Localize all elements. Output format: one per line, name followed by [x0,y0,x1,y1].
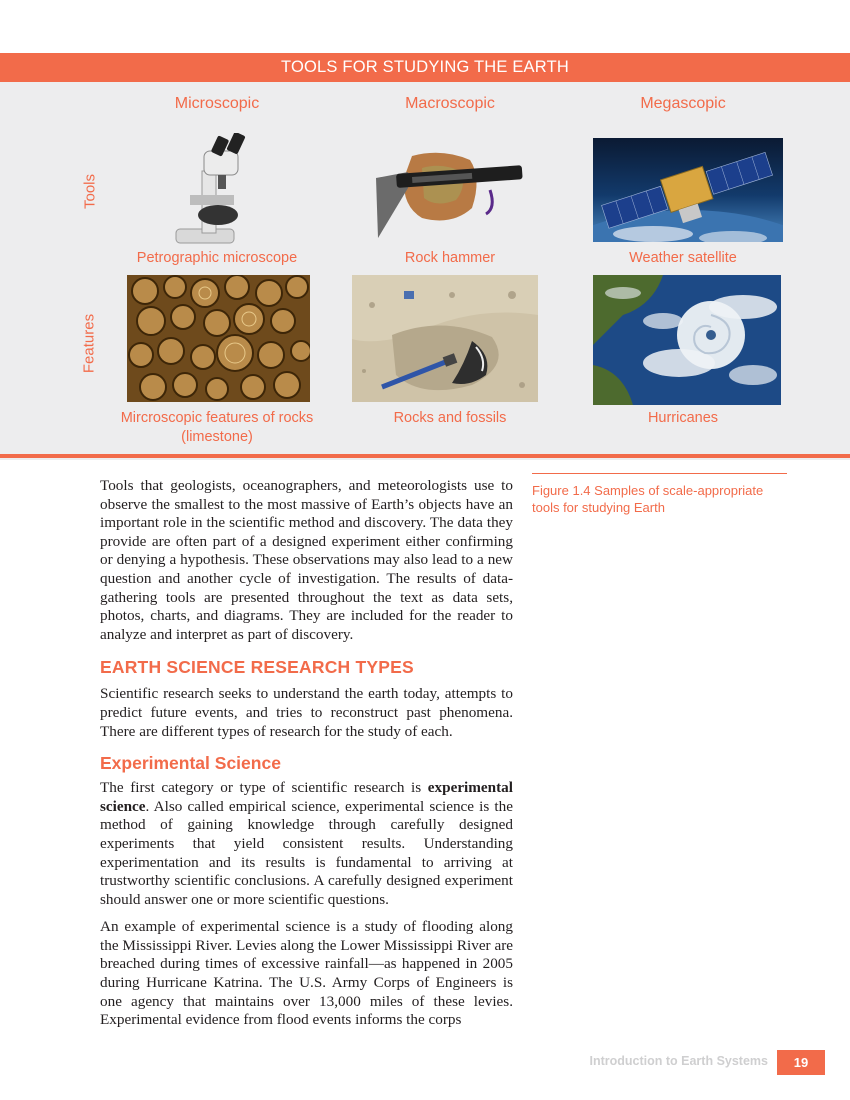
body-column [100,477,513,1030]
caption-weather-satellite: Weather satellite [629,250,737,266]
caption-rock-hammer: Rock hammer [404,250,496,266]
text-run: . Also called empirical science, experimental science is the method of gaining knowledge through carefully designed experiments that yield consistent results. Understanding experimentation and its results is fundamental to arriving at trustworthy scientific conclusions. A carefully designed experiment should answer one or more scientific questions. [100,797,513,908]
row-label-tools: Tools [81,173,99,210]
column-heading-megascopic: Megascopic [640,95,726,112]
figure-caption: Figure 1.4 Samples of scale-appropriate tools for studying Earth [532,473,787,516]
column-heading-microscopic: Microscopic [174,95,260,112]
rock-hammer-photo [372,148,524,244]
rocks-fossils-photo [352,275,538,402]
caption-microscopic-features [87,409,347,447]
paragraph-experimental-science [100,779,513,909]
paragraph-research-types: Scientific research seeks to understand the earth today, attempts to predict future events, and tries to reconstruct past phenomena. There are different types of research for the study of each. [100,685,513,740]
caption-petrographic-microscope: Petrographic microscope [136,250,298,266]
figure-banner: TOOLS FOR STUDYING THE EARTH [0,53,850,82]
paragraph-mississippi-example: An example of experimental science is a study of flooding along the Mississippi River. Levies along the Lower Mississippi River are breached during times of excessive rainfall—as happened in 2005 during Hurricane Katrina. The U.S. Army Corps of Engineers is one agency that maintains over 13,000 miles of these levies. Experimental evidence from flood events informs the corps [100,918,513,1029]
figure-panel [0,53,850,460]
caption-microscopic-features-line2: (limestone) [181,429,253,445]
subsection-heading: Experimental Science [100,753,281,774]
limestone-micrograph [127,275,310,402]
caption-microscopic-features-line1: Mircroscopic features of rocks [120,410,314,426]
footer-book-title: Introduction to Earth Systems [589,1054,768,1068]
bold-term: experimental science [100,779,513,815]
column-heading-macroscopic: Macroscopic [405,95,495,112]
hurricane-satellite-image [593,275,781,405]
caption-hurricanes: Hurricanes [647,410,719,426]
satellite-photo [593,138,783,242]
page-number: 19 [777,1050,825,1075]
caption-rocks-and-fossils: Rocks and fossils [393,410,507,426]
row-label-features: Features [80,313,98,374]
text-run: The first category or type of scientific research is [100,779,428,797]
section-heading: EARTH SCIENCE RESEARCH TYPES [100,657,414,678]
figure-bottom-rule [0,454,850,458]
paragraph-tools-intro: Tools that geologists, oceanographers, and meteorologists use to observe the smallest to the most massive of Earth’s objects have an important role in the scientific method and discovery. The data they provide are often part of a designed experiment either confirming or denying a hypothesis. These observations may also lead to a new question and another cycle of investigation. The results of data-gathering tools are presented throughout the text as data sets, photos, charts, and diagrams. They are included for the reader to analyze and interpret as part of discovery. [100,477,513,643]
microscope-photo [166,133,266,247]
